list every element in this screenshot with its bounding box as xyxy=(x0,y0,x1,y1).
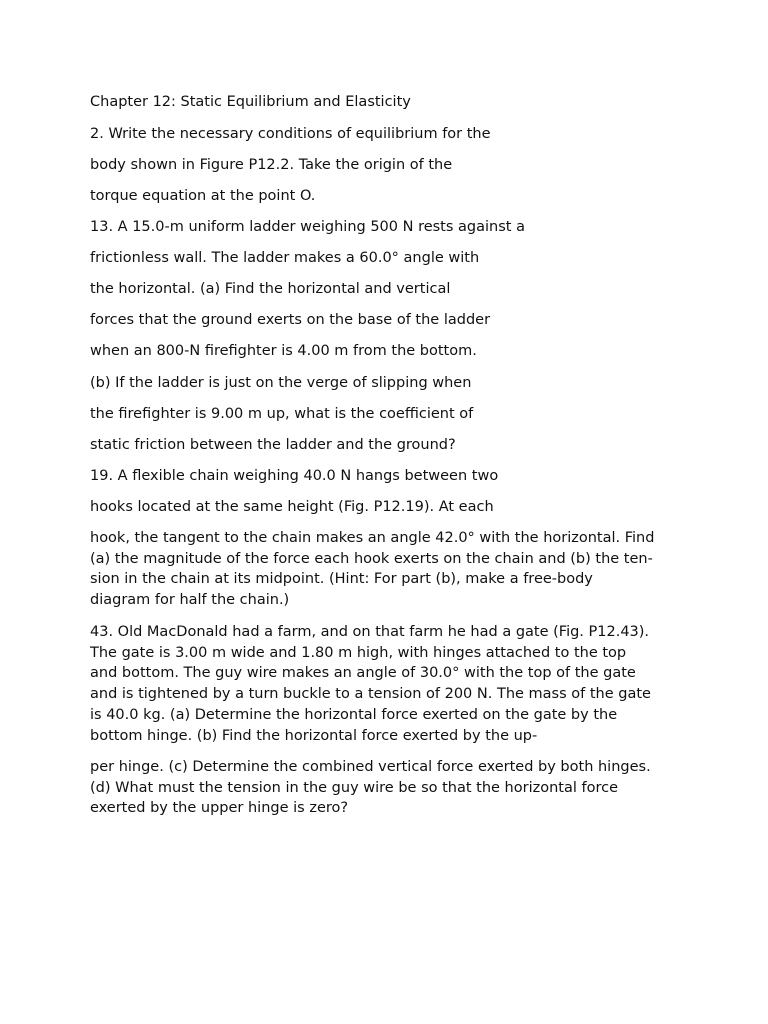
problem-19-line-1: 19. A flexible chain weighing 40.0 N hangs between two xyxy=(90,468,499,484)
problem-13-line-3: the horizontal. (a) Find the horizontal and vertical xyxy=(90,281,451,297)
problem-43-line-6: bottom hinge. (b) Find the horizontal force exerted by the up- xyxy=(90,727,538,744)
problem-43-line-4: and is tightened by a turn buckle to a tension of 200 N. The mass of the gate xyxy=(90,686,651,703)
problem-43-line-2: The gate is 3.00 m wide and 1.80 m high, with hinges attached to the top xyxy=(90,644,627,661)
problem-13-line-4: forces that the ground exerts on the base of the ladder xyxy=(90,312,491,328)
problem-19-block-line-3: sion in the chain at its midpoint. (Hint: For part (b), make a free-body xyxy=(90,571,593,588)
problem-13-line-5: when an 800-N firefighter is 4.00 m from the bottom. xyxy=(90,343,477,359)
problem-43-paragraph xyxy=(90,622,690,746)
problem-13-line-6: (b) If the ladder is just on the verge of slipping when xyxy=(90,375,472,391)
problem-43-line-5: is 40.0 kg. (a) Determine the horizontal force exerted on the gate by the xyxy=(90,706,618,723)
problem-13-line-2: frictionless wall. The ladder makes a 60.0° angle with xyxy=(90,250,480,266)
problem-19-block-line-2: (a) the magnitude of the force each hook exerts on the chain and (b) the ten- xyxy=(90,550,653,567)
problem-13-line-1: 13. A 15.0-m uniform ladder weighing 500 N rests against a xyxy=(90,219,525,235)
problem-19-block-line-4: diagram for half the chain.) xyxy=(90,592,290,609)
problem-19-paragraph xyxy=(90,528,690,611)
problem-43-continued-paragraph xyxy=(90,757,690,819)
problem-43-cont-line-3: exerted by the upper hinge is zero? xyxy=(90,800,349,817)
problem-43-line-1: 43. Old MacDonald had a farm, and on that farm he had a gate (Fig. P12.43). xyxy=(90,624,650,640)
problem-2-line-1: 2. Write the necessary conditions of equilibrium for the xyxy=(90,126,491,142)
problem-43-cont-line-2: (d) What must the tension in the guy wire be so that the horizontal force xyxy=(90,779,619,796)
problem-2-line-2: body shown in Figure P12.2. Take the origin of the xyxy=(90,157,453,173)
problem-43-cont-line-1: per hinge. (c) Determine the combined vertical force exerted by both hinges. xyxy=(90,759,651,775)
problem-13-line-7: the firefighter is 9.00 m up, what is the coefficient of xyxy=(90,406,474,422)
problem-19-line-2: hooks located at the same height (Fig. P12.19). At each xyxy=(90,499,494,515)
problem-43-line-3: and bottom. The guy wire makes an angle of 30.0° with the top of the gate xyxy=(90,665,636,682)
chapter-title: Chapter 12: Static Equilibrium and Elasticity xyxy=(90,94,411,110)
problem-2-line-3: torque equation at the point O. xyxy=(90,188,316,204)
problem-19-block-line-1: hook, the tangent to the chain makes an angle 42.0° with the horizontal. Find xyxy=(90,530,655,546)
problem-13-line-8: static friction between the ladder and the ground? xyxy=(90,437,456,453)
